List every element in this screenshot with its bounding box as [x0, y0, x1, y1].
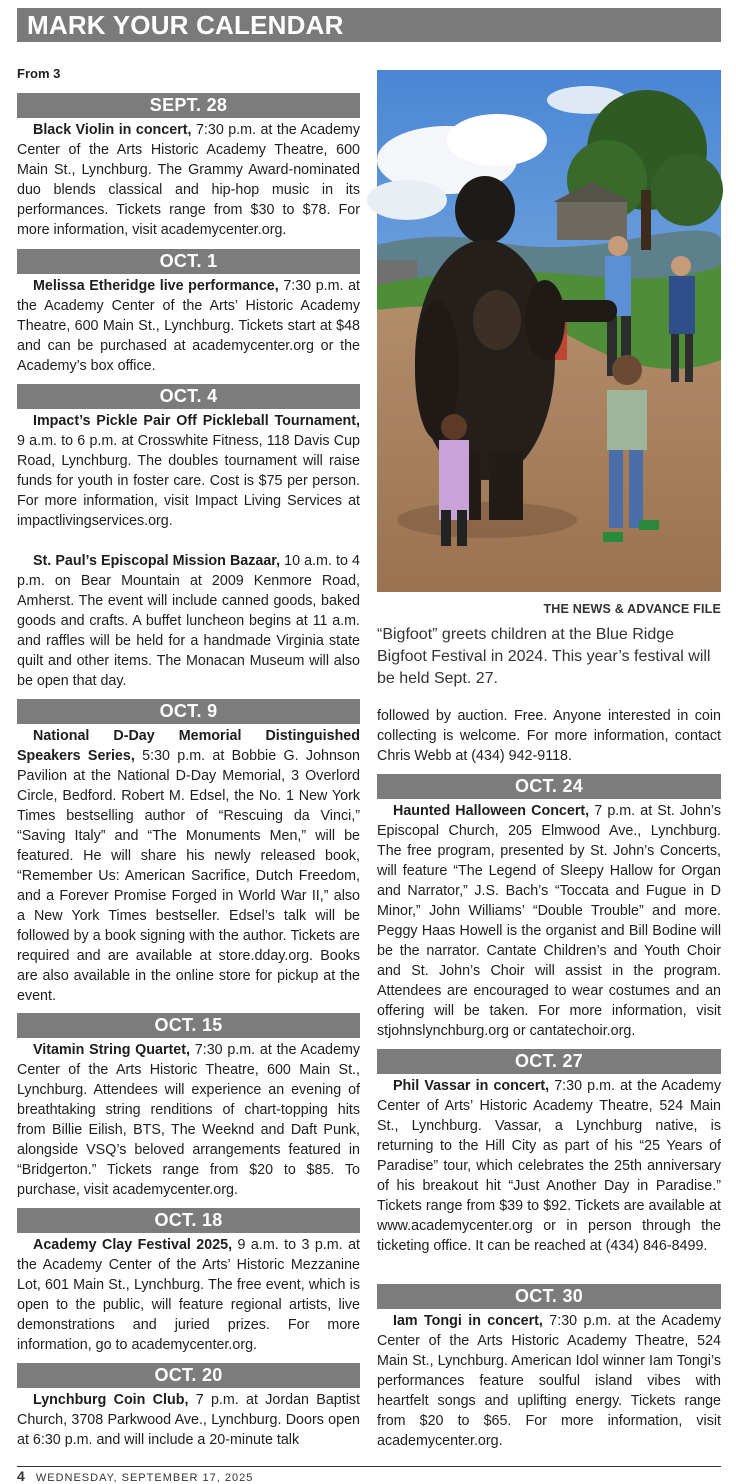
- event-black-violin: [17, 120, 360, 240]
- footer-rule: [17, 1466, 721, 1467]
- date-bar-oct24: OCT. 24: [377, 774, 721, 799]
- event-body: 9 a.m. to 3 p.m. at the Academy Center of the Arts’ Historic Mezzanine Lot, 601 Main St., Lynchburg. The free event, which is open to the public, will feature regional artists, live demonstrations and juried prizes. For more information, go to academycenter.org.: [17, 1237, 360, 1353]
- bigfoot-photo: [377, 70, 721, 592]
- date-bar-oct20: OCT. 20: [17, 1363, 360, 1388]
- date-bar-oct30: OCT. 30: [377, 1284, 721, 1309]
- event-iam-tongi: [377, 1311, 721, 1451]
- page-footer: [17, 1468, 253, 1484]
- event-coin-club-continued: followed by auction. Free. Anyone interested in coin collecting is welcome. For more information, contact Chris Webb at (434) 942-9118.: [377, 708, 721, 764]
- event-mission-bazaar: [17, 551, 360, 691]
- event-body: 7:30 p.m. at the Academy Center of the Arts Historic Theatre, 600 Main St., Lynchburg. Attendees will experience an evening of breathtaking string renditions of chart-topping hits from Billie Eilish, BTS, The Weeknd and Daft Punk, alongside VSQ’s beloved arrangements featured in “Bridgerton.” Tickets range from $20 to $85. To purchase, visit academycenter.org.: [17, 1042, 361, 1198]
- event-title: National D-Day Memorial Distinguished Speakers Series,: [17, 728, 360, 764]
- event-title: St. Paul’s Episcopal Mission Bazaar,: [33, 553, 281, 569]
- event-body: 7 p.m. at Jordan Baptist Church, 3708 Parkwood Ave., Lynchburg. Doors open at 6:30 p.m. and will include a 20-minute talk: [17, 1392, 360, 1448]
- date-bar-oct9: OCT. 9: [17, 699, 360, 724]
- photo-caption: “Bigfoot” greets children at the Blue Ridge Bigfoot Festival in 2024. This year’s festival will be held Sept. 27.: [377, 626, 711, 687]
- event-title: Haunted Halloween Concert,: [393, 803, 590, 819]
- date-bar-oct15: OCT. 15: [17, 1013, 360, 1038]
- event-vitamin-string-quartet: [17, 1040, 360, 1200]
- date-bar-oct1: OCT. 1: [17, 249, 360, 274]
- event-body: 7:30 p.m. at the Academy Center of the Arts Historic Academy Theatre, 600 Main St., Lynchburg. The Grammy Award-nominated duo blends classical and hip-hop music in its performances. Tickets range from $30 to $78. For more information, visit academycenter.org.: [17, 122, 360, 238]
- photo-credit: THE NEWS & ADVANCE FILE: [543, 602, 721, 616]
- event-phil-vassar: [377, 1076, 721, 1256]
- footer-dateline: WEDNESDAY, SEPTEMBER 17, 2025: [35, 1472, 254, 1484]
- event-title: Academy Clay Festival 2025,: [33, 1237, 233, 1253]
- event-body: 7 p.m. at St. John’s Episcopal Church, 205 Elmwood Ave., Lynchburg. The free program, presented by St. John’s Concerts, will feature “The Legend of Sleepy Hallow for Organ and Narrator,” J.S. Bach’s “Toccata and Fugue in D Minor,” John Williams’ “Double Trouble” and more. Peggy Haas Howell is the organist and Bill Bodine will be the narrator. Cantate Children’s and Youth Choir and St. John’s Choir will assist in the program. Attendees are encouraged to wear costumes and an offering will be taken. For more information, visit stjohnslynchburg.org or cantatechoir.org.: [377, 803, 721, 1039]
- event-title: Phil Vassar in concert,: [393, 1078, 550, 1094]
- continued-from-label: From 3: [17, 66, 61, 81]
- section-title: MARK YOUR CALENDAR: [17, 8, 721, 42]
- date-bar-oct18: OCT. 18: [17, 1208, 360, 1233]
- page-number: 4: [17, 1468, 26, 1484]
- event-body: 10 a.m. to 4 p.m. on Bear Mountain at 2009 Kenmore Road, Amherst. The event will include canned goods, baked goods and crafts. A buffet luncheon begins at 11 a.m. and raffles will be held for a handmade Virginia state quilt and other items. The Monacan Museum will also be open that day.: [17, 553, 360, 689]
- event-body: 5:30 p.m. at Bobbie G. Johnson Pavilion at the National D-Day Memorial, 3 Overlord Circle, Bedford. Robert M. Edsel, the No. 1 New York Times bestselling author of “Rescuing da Vinci,” “Saving Italy” and “The Monuments Men,” will be featured. He will share his newly released book, “Remember Us: American Sacrifice, Dutch Freedom, and a Forever Promise Forged in World War II,” also a New York Times bestseller. Edsel’s talk will be followed by a book signing with the author. Tickets are required and are available at store.dday.org. Books are also available in the online store for pickup at the event.: [17, 748, 360, 1004]
- event-clay-festival: [17, 1235, 360, 1355]
- event-title: Impact’s Pickle Pair Off Pickleball Tournament,: [33, 413, 360, 429]
- event-title: Vitamin String Quartet,: [33, 1042, 190, 1058]
- event-body: 7:30 p.m. at the Academy Center of the Arts Historic Academy Theatre, 524 Main St., Lynchburg. American Idol winner Iam Tongi’s performances feature soulful island vibes with heartfelt songs and uplifting energy. Tickets range from $20 to $65. For more information, visit academycenter.org.: [377, 1313, 722, 1449]
- event-dday-speakers-series: [17, 726, 360, 1006]
- date-bar-oct27: OCT. 27: [377, 1049, 721, 1074]
- event-body: 9 a.m. to 6 p.m. at Crosswhite Fitness, 118 Davis Cup Road, Lynchburg. The doubles tournament will raise funds for youth in foster care. Cost is $75 per person. For more information, visit Impact Living Services at impactlivingservices.org.: [17, 433, 360, 529]
- event-haunted-halloween-concert: [377, 801, 721, 1041]
- event-title: Lynchburg Coin Club,: [33, 1392, 189, 1408]
- bigfoot-photo-illustration: [377, 70, 721, 592]
- event-pickleball-tournament: [17, 411, 360, 531]
- date-bar-sept28: SEPT. 28: [17, 93, 360, 118]
- event-melissa-etheridge: [17, 276, 360, 376]
- event-title: Black Violin in concert,: [33, 122, 192, 138]
- event-body: 7:30 p.m. at the Academy Center of the Arts’ Historic Academy Theatre, 600 Main St., Lynchburg. Tickets start at $48 and can be purchased at academycenter.org or the Academy’s box office.: [17, 278, 361, 374]
- event-body: 7:30 p.m. at the Academy Center of Arts’ Historic Academy Theatre, 524 Main St., Lynchburg. Vassar, a Lynchburg native, is returning to the Hill City as part of his “25 Years of Paradise” tour, which celebrates the 25th anniversary of his breakout hit “Just Another Day in Paradise.” Tickets range from $39 to $92. Tickets are available at www.academycenter.org or in person through the ticketing office. It can be reached at (434) 846-8499.: [377, 1078, 721, 1254]
- event-coin-club: [17, 1390, 360, 1450]
- date-bar-oct4: OCT. 4: [17, 384, 360, 409]
- event-title: Iam Tongi in concert,: [393, 1313, 543, 1329]
- event-title: Melissa Etheridge live performance,: [33, 278, 279, 294]
